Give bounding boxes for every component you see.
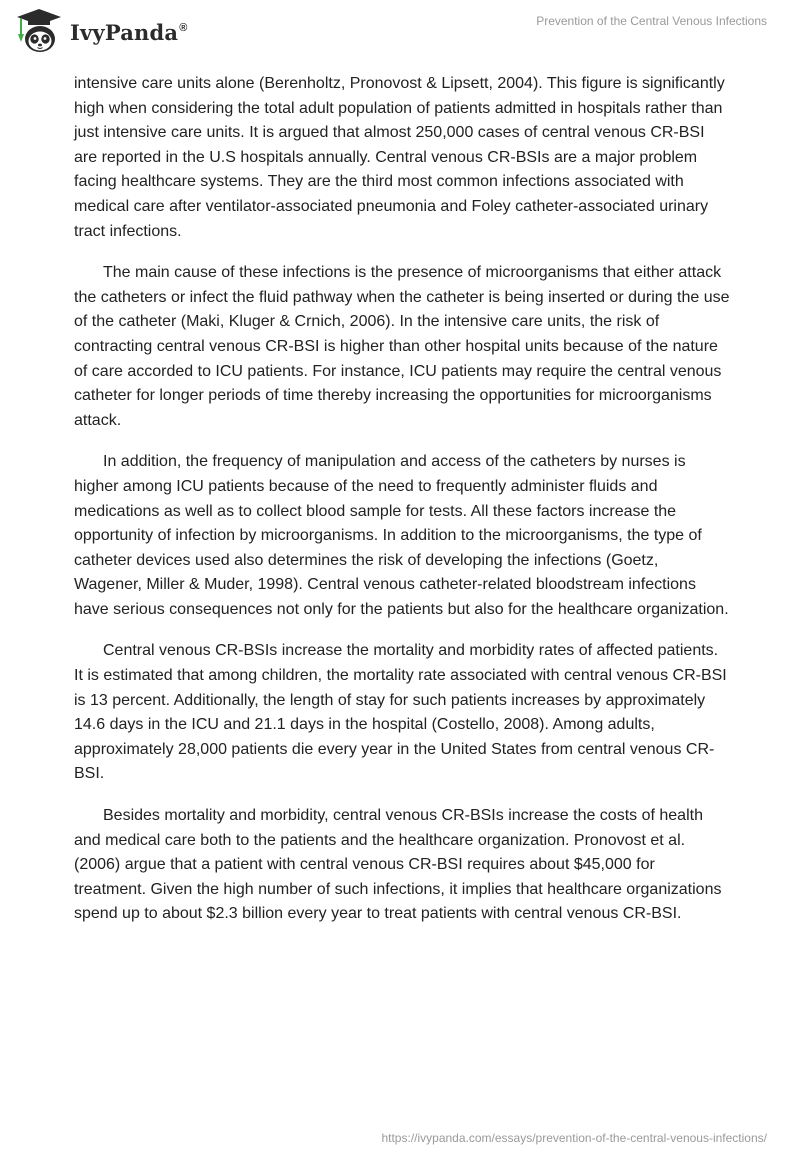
paragraph-3: In addition, the frequency of manipulation and access of the catheters by nurses is higher among ICU patients because of the need to frequently administer fluids and medications as well as to collect blood sample for tests. All these factors increase the opportunity of infection by microorganisms. In addition to the microorganisms, the type of catheter devices used also determines the risk of developing the infections (Goetz, Wagener, Miller & Muder, 1998). Central venous catheter-related bloodstream infections have serious consequences not only for the patients but also for the healthcare organization. (74, 453, 729, 618)
registered-mark: ® (179, 21, 188, 34)
paragraph-4: Central venous CR-BSIs increase the mortality and morbidity rates of affected patients. It is estimated that among children, the mortality rate associated with central venous CR-BSI is 13 percent. Additionally, the length of stay for such patients increases by approximately 14.6 days in the ICU and 21.1 days in the hospital (Costello, 2008). Among adults, approximately 28,000 patients die every year in the United States from central venous CR-BSI. (74, 642, 727, 783)
panda-graduation-cap-icon (14, 8, 64, 54)
paragraph-5: Besides mortality and morbidity, central venous CR-BSIs increase the costs of health and medical care both to the patients and the healthcare organization. Pronovost et al. (2006) argue that a patient with central venous CR-BSI requires about $45,000 for treatment. Given the high number of such infections, it implies that healthcare organizations spend up to about $2.3 billion every year to treat patients with central venous CR-BSI. (74, 807, 722, 923)
brand-name: IvyPanda® (70, 19, 188, 45)
source-url[interactable]: https://ivypanda.com/essays/prevention-of-the-central-venous-infections/ (381, 1131, 767, 1145)
document-title: Prevention of the Central Venous Infections (536, 14, 767, 28)
paragraph-2: The main cause of these infections is the presence of microorganisms that either attack the catheters or infect the fluid pathway when the catheter is being inserted or during the use of the catheter (Maki, Kluger & Crnich, 2006). In the intensive care units, the risk of contracting central venous CR-BSI is higher than other hospital units because of the nature of care accorded to ICU patients. For instance, ICU patients may require the central venous catheter for longer periods of time thereby increasing the opportunities for microorganisms attack. (74, 264, 730, 429)
page-header (0, 0, 800, 60)
paragraph-1: intensive care units alone (Berenholtz, Pronovost & Lipsett, 2004). This figure is significantly high when considering the total adult population of patients admitted in hospitals rather than just intensive care units. It is argued that almost 250,000 cases of central venous CR-BSI are reported in the U.S hospitals annually. Central venous CR-BSIs are a major problem facing healthcare systems. They are the third most common infections associated with medical care after ventilator-associated pneumonia and Foley catheter-associated urinary tract infections. (74, 75, 725, 240)
brand-logo[interactable] (14, 8, 188, 54)
essay-body (74, 72, 730, 944)
